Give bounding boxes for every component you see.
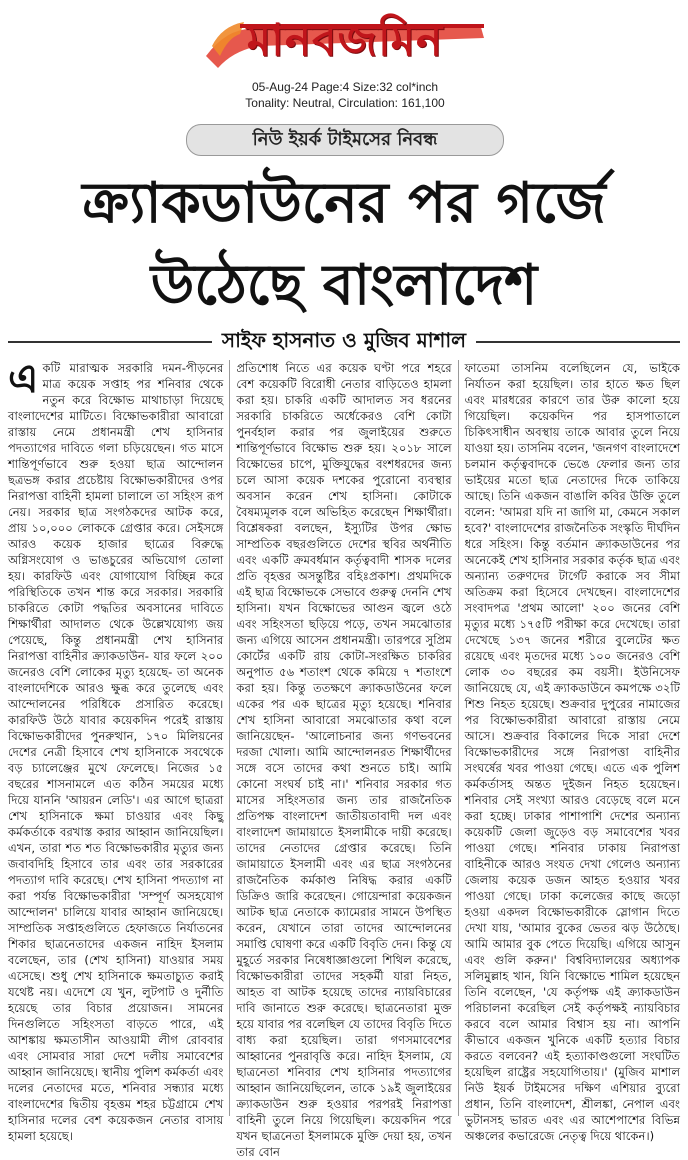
- byline-row: [8, 326, 680, 358]
- article-kicker: নিউ ইয়র্ক টাইমসের নিবন্ধ: [186, 124, 504, 156]
- column-1-paragraph: কটি মারাত্মক সরকারি দমন-পীড়নের মাত্র কয়েক সপ্তাহ পর শনিবার থেকে নতুন করে বিক্ষোভ মাথাচাড়া দিয়েছে বাংলাদেশের মাটিতে। বিক্ষোভকারীরা আবারো রাস্তায় নেমে প্রধানমন্ত্রী শেখ হাসিনার পদত্যাগের দাবিতে গলা চড়িয়েছেন। গত মাসে শান্তিপূর্ণভাবে শুরু হওয়া ছাত্র আন্দোলন ছত্রভঙ্গ করার প্রচেষ্টায় বিক্ষোভকারীদের ওপর নিরাপত্তা বাহিনী হামলা চালালে তা সহিংস রূপ নেয়। সরকার ছাত্র সংগঠকদের আটক করে, প্রায় ১০,০০০ লোককে গ্রেপ্তার করে। সেইসঙ্গে আরও কয়েক হাজার ছাত্রের বিরুদ্ধে অগ্নিসংযোগ ও ভাঙচুরের অভিযোগ তোলা হয়। কারফিউ এবং যোগাযোগ বিচ্ছিন্ন করে পরিস্থিতিকে তখন শান্ত করে সরকার। সরকারি চাকরিতে কোটা পদ্ধতির অবসানের দাবিতে শিক্ষার্থীরা আদালত থেকে উল্লেখযোগ্য জয় পেয়েছে, কিন্তু প্রধানমন্ত্রী শেখ হাসিনার নিরাপত্তা বাহিনীর ক্র্যাকডাউন- যার ফলে ২০০ জনেরও বেশি লোকের মৃত্যু হয়েছে- তা অনেক বাংলাদেশিকে আরও ক্ষুব্ধ করে তুলেছে এবং আন্দোলনের পরিধিকে প্রসারিত করেছে। কারফিউ উঠে যাবার কয়েকদিন পরেই রাস্তায় বিক্ষোভকারীদের পুনরুত্থান, ১৭০ মিলিয়নের দেশের নেত্রী হিসাবে শেখ হাসিনাকে সবথেকে বড় চ্যালেঞ্জের মুখে ফেলেছে। নিজের ১৫ বছরের শাসনামলে এত কঠিন সময়ের মধ্যে দিয়ে যাননি 'আয়রন লেডি'। এর আগে ছাত্ররা শেখ হাসিনাকে ক্ষমা চাওয়ার এবং কিছু কর্মকর্তাকে বরখাস্ত করার আহ্বান জানিয়েছিল। এখন, তারা শত শত বিক্ষোভকারীর মৃত্যুর জন্য জবাবদিহি হিসাবে তার এবং তার সরকারের পদত্যাগ দাবি করেছে। শেখ হাসিনা পদত্যাগ না করা পর্যন্ত বিক্ষোভকারীরা 'সম্পূর্ণ অসহযোগ আন্দোলন' চালিয়ে যাবার আহ্বান জানিয়েছে। সাম্প্রতিক সপ্তাহগুলিতে হেফাজতে নির্যাতনের শিকার ছাত্রনেতাদের একজন নাহিদ ইসলাম বলেছেন, তার (শেখ হাসিনা) যাওয়ার সময় এসেছে। শুধু শেখ হাসিনাকে ক্ষমতাচ্যুত করাই যথেষ্ট নয়। এদেশে যে খুন, লুটপাট ও দুর্নীতি হয়েছে তার বিচার প্রয়োজন। সামনের দিনগুলিতে সহিংসতা বাড়তে পারে, এই আশঙ্কায় ক্ষমতাসীন আওয়ামী লীগ রোববার এবং সোমবার সারা দেশে দলীয় সমাবেশের আহ্বান জানিয়েছে। স্থানীয় পুলিশ কর্মকর্তা এবং দলের নেতাদের মতে, শনিবার সন্ধ্যার মধ্যে বাংলাদেশের দ্বিতীয় বৃহত্তম শহর চট্টগ্রামে শেখ হাসিনার দলের বেশ কয়েকজন নেতার বাসায় হামলা হয়েছে।: [8, 361, 224, 1143]
- article-column-1: [8, 355, 224, 1143]
- clip-meta-date-page: 05-Aug-24 Page:4 Size:32 col*inch: [251, 80, 439, 94]
- column-2-paragraph: প্রতিশোধ নিতে এর কয়েক ঘণ্টা পরে শহরে বেশ কয়েকটি বিরোধী নেতার বাড়িতেও হামলা করা হয়। চাকরি একটি আদালত সব ধরনের সরকারি চাকরিতে অর্ধেকেরও বেশি কোটা পুনর্বহাল করার পর জুলাইয়ের শুরুতে শান্তিপূর্ণভাবে বিক্ষোভ শুরু হয়। ২০১৮ সালে বিক্ষোভের চাপে, মুক্তিযুদ্ধের বংশধরদের জন্য চলে আসা কয়েক দশকের পুরোনো ব্যবস্থার অবসান করেন শেখ হাসিনা। কোটাকে বৈষম্যমূলক বলে অভিহিত করেছেন শিক্ষার্থীরা। বিশ্লেষকরা বলছেন, ইস্যুটির উপর ক্ষোভ সাম্প্রতিক বছরগুলিতে দেশের স্থবির অর্থনীতি এবং একটি ক্রমবর্ধমান কর্তৃত্ববাদী শাসক দলের প্রতি বৃহত্তর অসন্তুষ্টির বহিঃপ্রকাশ। প্রথমদিকে এই ছাত্র বিক্ষোভকে সেভাবে গুরুত্ব দেননি শেখ হাসিনা। যখন বিক্ষোভের আগুন জ্বলে ওঠে এবং সহিংসতা ছড়িয়ে পড়ে, তখন সমঝোতার জন্য এগিয়ে আসেন প্রধানমন্ত্রী। তারপরে সুপ্রিম কোর্টের একটি রায় কোটা-সংরক্ষিত চাকরির অনুপাত ৫৬ শতাংশ থেকে কমিয়ে ৭ শতাংশে করা হয়। কিন্তু ততক্ষণে ক্র্যাকডাউনের ফলে একের পর এক ছাত্রের মৃত্যু হয়েছে। শনিবার শেখ হাসিনা আবারো সমঝোতার কথা বলে জানিয়েছেন- 'আলোচনার জন্য গণভবনের দরজা খোলা। আমি আন্দোলনরত শিক্ষার্থীদের সঙ্গে বসে তাদের কথা শুনতে চাই। আমি কোনো সংঘর্ষ চাই না।' শনিবার সরকার গত মাসের সহিংসতার জন্য তার রাজনৈতিক প্রতিপক্ষ বাংলাদেশ জাতীয়তাবাদী দল এবং বাংলাদেশ জামায়াতে ইসলামীকে দায়ী করেছে। তাদের নেতাদের গ্রেপ্তার করেছে। তিনি জামায়াতে ইসলামী এবং এর ছাত্র সংগঠনের রাজনৈতিক কর্মকাণ্ড নিষিদ্ধ করার একটি ডিক্রিও জারি করেছেন। গোয়েন্দারা কয়েকজন আটক ছাত্র নেতাকে ক্যামেরার সামনে উপস্থিত করেন, যেখানে তারা তাদের আন্দোলনের সমাপ্তি ঘোষণা করে একটি বিবৃতি দেন। কিন্তু যে মুহূর্তে সরকার নিষেধাজ্ঞাগুলো শিথিল করেছে, বিক্ষোভকারীরা তাদের সহকর্মী যারা নিহত, আহত বা আটক হয়েছে তাদের ন্যায়বিচারের দাবি জানাতে শুরু করেছে। ছাত্রনেতারা মুক্ত হয়ে যাবার পর বলেছিল যে তাদের বিবৃতি দিতে বাধ্য করা হয়েছিল। তারা গণসমাবেশের আহ্বানের পুনরাবৃত্তি করে। নাহিদ ইসলাম, যে ছাত্রনেতা শনিবার শেখ হাসিনার পদত্যাগের আহ্বান জানিয়েছিলেন, তাকে ১৯ই জুলাইয়ের ক্র্যাকডাউন শুরু হওয়ার পরপরই নিরাপত্তা বাহিনী তুলে নিয়ে গিয়েছিল। কয়েকদিন পরে যখন ছাত্রনেতা ইসলামকে মুক্তি দেয়া হয়, তখন তার বোন: [236, 361, 452, 1159]
- dropcap: এ: [8, 355, 39, 402]
- byline-rule-left: [8, 341, 212, 343]
- column-1-text: [8, 355, 224, 1144]
- article-column-2: [236, 360, 452, 1159]
- byline: সাইফ হাসনাত ও মুজিব মাশাল: [221, 327, 467, 352]
- clip-meta-tonality: Tonality: Neutral, Circulation: 161,100: [245, 96, 445, 110]
- article-body: [8, 355, 680, 1159]
- masthead-title: মানবজমিন: [246, 15, 444, 66]
- headline-line-1: ক্র্যাকডাউনের পর গর্জে: [82, 170, 606, 236]
- column-divider: [229, 360, 230, 1116]
- column-divider: [458, 360, 459, 1116]
- column-3-paragraph: ফাতেমা তাসনিম বলেছিলেন যে, ভাইকে নির্যাতন করা হয়েছিল। তার হাতে ক্ষত ছিল এবং মারধরের কারণে তার উরু কালো হয়ে গিয়েছিল। কয়েকদিন পর হাসপাতালে চিকিৎসাধীন অবস্থায় তাকে আবার তুলে নিয়ে যাওয়া হয়। তাসনিম বলেন, 'জনগণ বাংলাদেশে চলমান কর্তৃত্ববাদকে ভেঙে ফেলার জন্য তার ভাইয়ের মতো ছাত্র নেতাদের দিকে তাকিয়ে আছে। তিনি একজন বাঙালি কবির উক্তি তুলে বলেন: 'আমরা যদি না জাগি মা, কেমনে সকাল হবে?' বাংলাদেশের রাজনৈতিক সংস্কৃতি দীর্ঘদিন ধরে সহিংস। কিন্তু বর্তমান ক্র্যাকডাউনের পর অনেকেই শেখ হাসিনার সরকার কর্তৃক ছাত্র এবং অন্যান্য তরুণদের টার্গেট করাকে সব সীমা অতিক্রম করা হিসেবে দেখছেন। বাংলাদেশের সংবাদপত্র 'প্রথম আলো' ২০০ জনের বেশি মৃত্যুর মধ্যে ১৭৫টি পরীক্ষা করে দেখেছে। তারা দেখেছে ১৩৭ জনের শরীরে বুলেটের ক্ষত রয়েছে এবং মৃতদের মধ্যে ১০০ জনেরও বেশি লোক ৩০ বছরের কম বয়সী। ইউনিসেফ জানিয়েছে যে, এই ক্র্যাকডাউনে কমপক্ষে ৩২টি শিশু নিহত হয়েছে। শুক্রবার দুপুরের নামাজের পর বিক্ষোভকারীরা আবারো রাস্তায় নেমে আসে। শুক্রবার বিকালের দিকে সারা দেশে বিক্ষোভকারীদের সঙ্গে নিরাপত্তা বাহিনীর সংঘর্ষের খবর পাওয়া গেছে। এতে এক পুলিশ কর্মকর্তাসহ অন্তত দুইজন নিহত হয়েছেন। শনিবার সেই সংখ্যা আরও বেড়েছে বলে মনে করা হচ্ছে। ঢাকার পাশাপাশি দেশের অন্যান্য কয়েকটি জেলা জুড়েও বড় সমাবেশের খবর পাওয়া গেছে। শনিবার ঢাকায় নিরাপত্তা বাহিনীকে আরও সংযত দেখা গেলেও অন্যান্য জেলায় কয়েক ডজন আহত হওয়ার খবর পাওয়া গেছে। ঢাকা কলেজের কাছে জড়ো হওয়া একদল বিক্ষোভকারীকে স্লোগান দিতে দেখা যায়, 'আমার বুকের ভেতর ঝড় উঠেছে। আমি আমার বুক পেতে দিয়েছি। এগিয়ে আসুন এবং গুলি করুন।' বিশ্ববিদ্যালয়ের অধ্যাপক সলিমুল্লাহ খান, যিনি বিক্ষোভে শামিল হয়েছেন তিনি বলেছেন, 'যে কর্তৃপক্ষ এই ক্র্যাকডাউন পরিচালনা করেছিল সেই কর্তৃপক্ষই ন্যায়বিচার করবে বলে আমার বিশ্বাস হয় না। আপনি কীভাবে একজন খুনিকে একটি হত্যার বিচার করতে বলবেন? এই হত্যাকাণ্ডগুলো সংঘটিত হয়েছিল রাষ্ট্রের সহযোগিতায়।' (মুজিব মাশাল নিউ ইয়র্ক টাইমসের দক্ষিণ এশিয়ার ব্যুরো প্রধান, তিনি বাংলাদেশ, শ্রীলঙ্কা, নেপাল এবং ভুটানসহ ভারত এবং এর আশেপাশের বিভিন্ন অঞ্চলের কভারেজে নেতৃত্ব দিয়ে থাকেন।): [464, 361, 680, 1143]
- article-column-3: [464, 360, 680, 1143]
- byline-rule-right: [476, 341, 680, 343]
- headline-line-2: উঠেছে বাংলাদেশ: [150, 252, 538, 318]
- masthead: [200, 6, 490, 76]
